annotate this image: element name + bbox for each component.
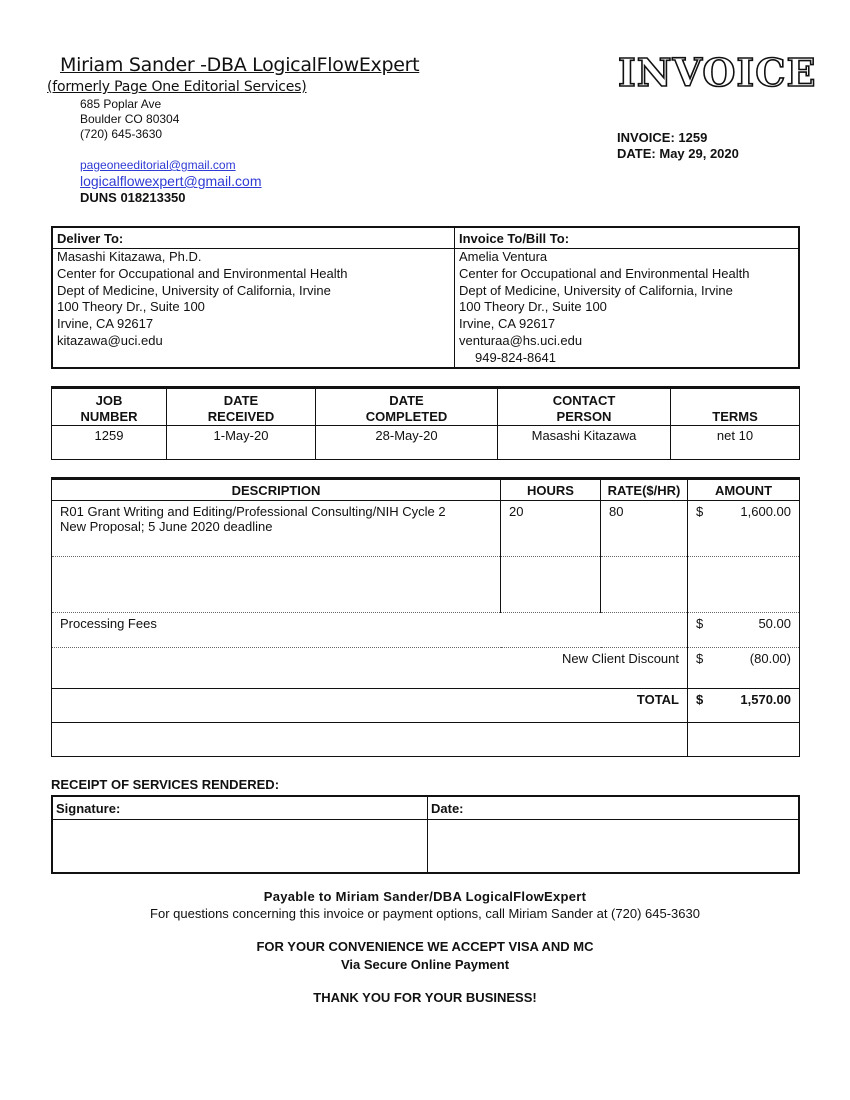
deliver-to-line: kitazawa@uci.edu <box>57 332 163 348</box>
online-payment-note: Via Secure Online Payment <box>340 957 510 972</box>
business-phone: (720) 645-3630 <box>80 127 163 141</box>
amount-value: (80.00) <box>749 651 791 666</box>
item-amount <box>688 501 800 557</box>
header-text: COMPLETED <box>365 409 448 424</box>
deliver-to-address <box>52 249 455 368</box>
discount-amount <box>688 648 800 689</box>
empty-cell <box>52 723 688 757</box>
bill-to-line: Dept of Medicine, University of California, Irvine <box>459 282 733 298</box>
empty-cell <box>688 723 800 757</box>
item-description-line: R01 Grant Writing and Editing/Professional Consulting/NIH Cycle 2 <box>60 504 446 519</box>
receipt-heading: RECEIPT OF SERVICES RENDERED: <box>51 777 280 792</box>
empty-cell <box>501 557 601 613</box>
discount-label: New Client Discount <box>52 648 688 689</box>
address-table <box>51 226 800 369</box>
header-text: PERSON <box>556 409 612 424</box>
payable-to: Payable to Miriam Sander/DBA LogicalFlowExpert <box>263 889 587 904</box>
empty-cell <box>52 557 501 613</box>
invoice-date: DATE: May 29, 2020 <box>617 146 739 161</box>
invoice-title: INVOICE <box>618 50 817 95</box>
former-business-name: (formerly Page One Editorial Services) <box>47 79 307 95</box>
signature-label: Signature: <box>52 796 428 820</box>
header-text: CONTACT <box>552 393 616 408</box>
deliver-to-line: Masashi Kitazawa, Ph.D. <box>57 249 202 264</box>
date-received-header <box>167 388 316 426</box>
empty-cell <box>688 557 800 613</box>
date-field[interactable] <box>428 820 800 874</box>
header-text: NUMBER <box>80 409 138 424</box>
hours-header: HOURS <box>501 479 601 501</box>
total-label: TOTAL <box>52 689 688 723</box>
receipt-table <box>51 795 800 874</box>
job-table <box>51 386 800 460</box>
amount-value: 50.00 <box>758 616 791 631</box>
thank-you-note: THANK YOU FOR YOUR BUSINESS! <box>313 990 537 1005</box>
bill-to-line: Center for Occupational and Environmental Health <box>459 265 750 281</box>
date-received-value: 1-May-20 <box>167 426 316 460</box>
job-number-value: 1259 <box>52 426 167 460</box>
date-label: Date: <box>428 796 800 820</box>
currency-symbol: $ <box>696 616 704 631</box>
bill-to-line: Irvine, CA 92617 <box>459 316 556 332</box>
job-number-header <box>52 388 167 426</box>
currency-symbol: $ <box>696 651 704 666</box>
amount-value: 1,600.00 <box>740 504 791 519</box>
payment-accept-note: FOR YOUR CONVENIENCE WE ACCEPT VISA AND MC <box>256 939 594 954</box>
date-completed-header <box>316 388 498 426</box>
signature-field[interactable] <box>52 820 428 874</box>
bill-to-line: venturaa@hs.uci.edu <box>459 332 583 348</box>
email-link-new[interactable]: logicalflowexpert@gmail.com <box>80 173 262 189</box>
total-amount <box>688 689 800 723</box>
deliver-to-line: Irvine, CA 92617 <box>57 316 154 332</box>
address-line-2: Boulder CO 80304 <box>80 112 180 126</box>
deliver-to-heading: Deliver To: <box>52 227 455 249</box>
bill-to-line: Amelia Ventura <box>459 249 548 264</box>
invoice-number: INVOICE: 1259 <box>617 130 708 145</box>
header-text: JOB <box>95 393 123 408</box>
amount-value: 1,570.00 <box>740 692 791 707</box>
description-header: DESCRIPTION <box>52 479 501 501</box>
bill-to-address <box>455 249 800 368</box>
item-description-line: New Proposal; 5 June 2020 deadline <box>60 519 273 534</box>
line-items-table <box>51 477 800 757</box>
business-name: Miriam Sander -DBA LogicalFlowExpert <box>60 54 420 76</box>
header-text: DATE <box>389 393 424 408</box>
duns-number: DUNS 018213350 <box>80 190 186 205</box>
questions-note: For questions concerning this invoice or payment options, call Miriam Sander at (720) 645-3630 <box>150 906 700 921</box>
terms-header: TERMS <box>671 388 800 426</box>
contact-person-header <box>498 388 671 426</box>
bill-to-heading: Invoice To/Bill To: <box>455 227 800 249</box>
currency-symbol: $ <box>696 504 704 519</box>
header-text: DATE <box>223 393 259 408</box>
item-hours: 20 <box>501 501 601 557</box>
empty-cell <box>601 557 688 613</box>
header-text: RECEIVED <box>207 409 275 424</box>
deliver-to-line: Center for Occupational and Environmental Health <box>57 265 348 281</box>
bill-to-line: 100 Theory Dr., Suite 100 <box>459 299 607 315</box>
item-rate: 80 <box>601 501 688 557</box>
currency-symbol: $ <box>696 692 704 707</box>
address-line-1: 685 Poplar Ave <box>80 97 162 111</box>
processing-fees-amount <box>688 613 800 648</box>
rate-header: RATE($/HR) <box>601 479 688 501</box>
amount-header: AMOUNT <box>688 479 800 501</box>
deliver-to-line: Dept of Medicine, University of California, Irvine <box>57 282 331 298</box>
deliver-to-line: 100 Theory Dr., Suite 100 <box>57 299 205 315</box>
email-link-old[interactable]: pageoneeditorial@gmail.com <box>80 158 236 172</box>
date-completed-value: 28-May-20 <box>316 426 498 460</box>
bill-to-phone: 949-824-8641 <box>475 349 556 365</box>
contact-person-value: Masashi Kitazawa <box>498 426 671 460</box>
item-description <box>52 501 501 557</box>
terms-value: net 10 <box>716 428 754 443</box>
processing-fees-label: Processing Fees <box>52 613 688 648</box>
